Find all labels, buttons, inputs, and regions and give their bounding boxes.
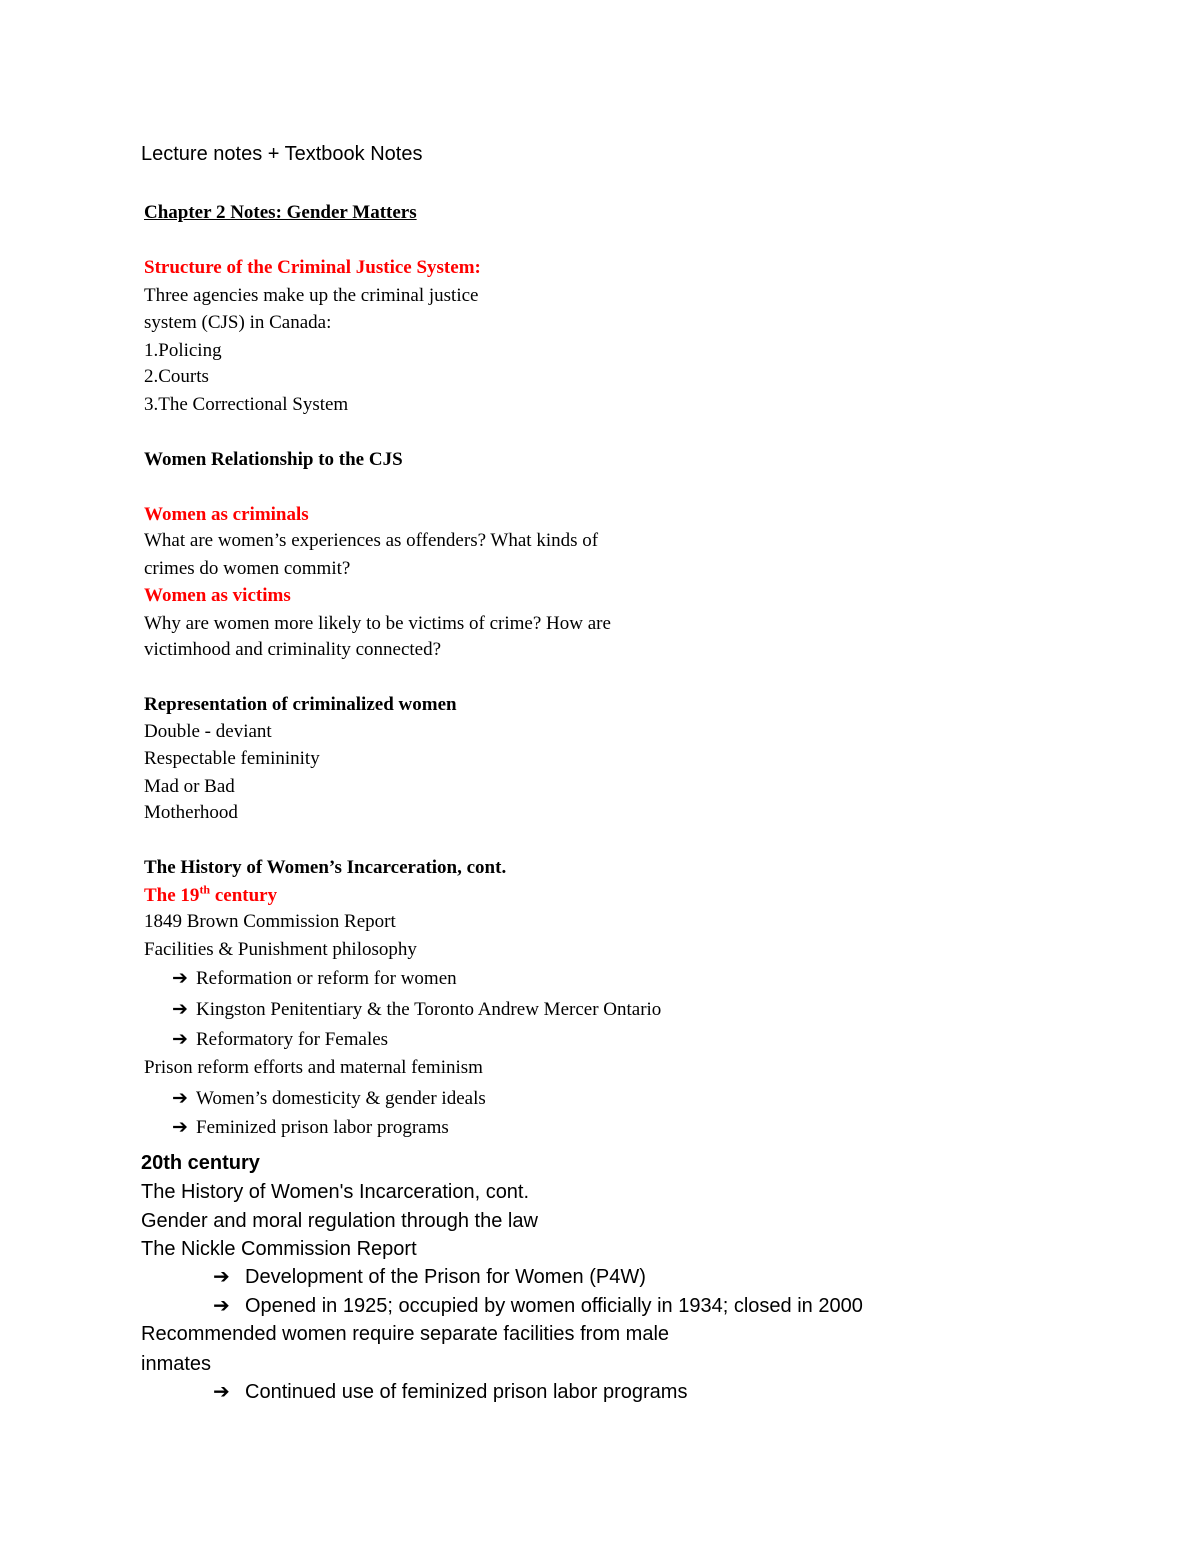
page-title: Lecture notes + Textbook Notes — [141, 143, 423, 165]
list-item-text: Development of the Prison for Women (P4W) — [245, 1266, 646, 1288]
century-19-heading — [144, 882, 278, 906]
cjs-heading: Structure of the Criminal Justice System: — [144, 257, 481, 278]
cjs-intro-1: Three agencies make up the criminal justice — [144, 285, 479, 306]
list-item — [172, 969, 457, 988]
list-item — [172, 1089, 486, 1108]
arrow-icon: ➔ — [172, 1117, 188, 1138]
cjs-item-courts: 2.Courts — [144, 366, 209, 387]
list-item-text: Kingston Penitentiary & the Toronto Andrew Mercer Ontario — [196, 999, 662, 1020]
history19-heading: The History of Women’s Incarceration, cont. — [144, 857, 507, 878]
victims-heading: Women as victims — [144, 585, 291, 606]
chapter-title: Chapter 2 Notes: Gender Matters — [144, 202, 417, 223]
arrow-icon: ➔ — [172, 999, 188, 1020]
criminals-text-2: crimes do women commit? — [144, 558, 351, 579]
list-item — [172, 1000, 661, 1019]
arrow-icon: ➔ — [172, 1088, 188, 1109]
representation-item: Mad or Bad — [144, 776, 235, 797]
century-20-heading: 20th century — [141, 1152, 260, 1174]
history20-line-2: Gender and moral regulation through the law — [141, 1210, 538, 1232]
history19-line-3: Prison reform efforts and maternal feminism — [144, 1057, 483, 1078]
victims-text-2: victimhood and criminality connected? — [144, 639, 442, 660]
history20-line-4: Recommended women require separate facilities from male — [141, 1323, 670, 1345]
representation-item: Respectable femininity — [144, 748, 320, 769]
list-item — [172, 1118, 449, 1137]
list-item-text: Reformation or reform for women — [196, 968, 457, 989]
list-item-text: Women’s domesticity & gender ideals — [196, 1088, 486, 1109]
criminals-heading: Women as criminals — [144, 504, 309, 525]
representation-item: Motherhood — [144, 802, 238, 823]
victims-text-1: Why are women more likely to be victims of crime? How are — [144, 613, 611, 634]
arrow-icon: ➔ — [172, 1029, 188, 1050]
century-prefix: The 19 — [144, 885, 200, 906]
cjs-intro-2: system (CJS) in Canada: — [144, 312, 332, 333]
history19-line-1: 1849 Brown Commission Report — [144, 911, 396, 932]
representation-heading: Representation of criminalized women — [144, 694, 457, 715]
arrow-icon: ➔ — [213, 1381, 230, 1403]
list-item-text: Feminized prison labor programs — [196, 1117, 449, 1138]
history20-line-3: The Nickle Commission Report — [141, 1238, 417, 1260]
cjs-item-policing: 1.Policing — [144, 340, 222, 361]
list-item-text: Reformatory for Females — [196, 1029, 389, 1050]
cjs-item-correctional: 3.The Correctional System — [144, 394, 349, 415]
list-item-text: Continued use of feminized prison labor programs — [245, 1381, 688, 1403]
arrow-icon: ➔ — [172, 968, 188, 989]
history20-line-5: inmates — [141, 1353, 212, 1375]
century-suffix: century — [210, 885, 278, 906]
list-item — [213, 1267, 646, 1287]
arrow-icon: ➔ — [213, 1266, 230, 1288]
list-item — [172, 1030, 388, 1049]
criminals-text-1: What are women’s experiences as offenders? What kinds of — [144, 530, 599, 551]
relationship-heading: Women Relationship to the CJS — [144, 449, 403, 470]
list-item — [213, 1296, 863, 1316]
century-superscript: th — [199, 882, 211, 897]
history20-line-1: The History of Women's Incarceration, cont. — [141, 1181, 530, 1203]
arrow-icon: ➔ — [213, 1295, 230, 1317]
list-item-text: Opened in 1925; occupied by women officially in 1934; closed in 2000 — [245, 1295, 863, 1317]
list-item — [213, 1382, 687, 1402]
history19-line-2: Facilities & Punishment philosophy — [144, 939, 417, 960]
representation-item: Double - deviant — [144, 721, 272, 742]
